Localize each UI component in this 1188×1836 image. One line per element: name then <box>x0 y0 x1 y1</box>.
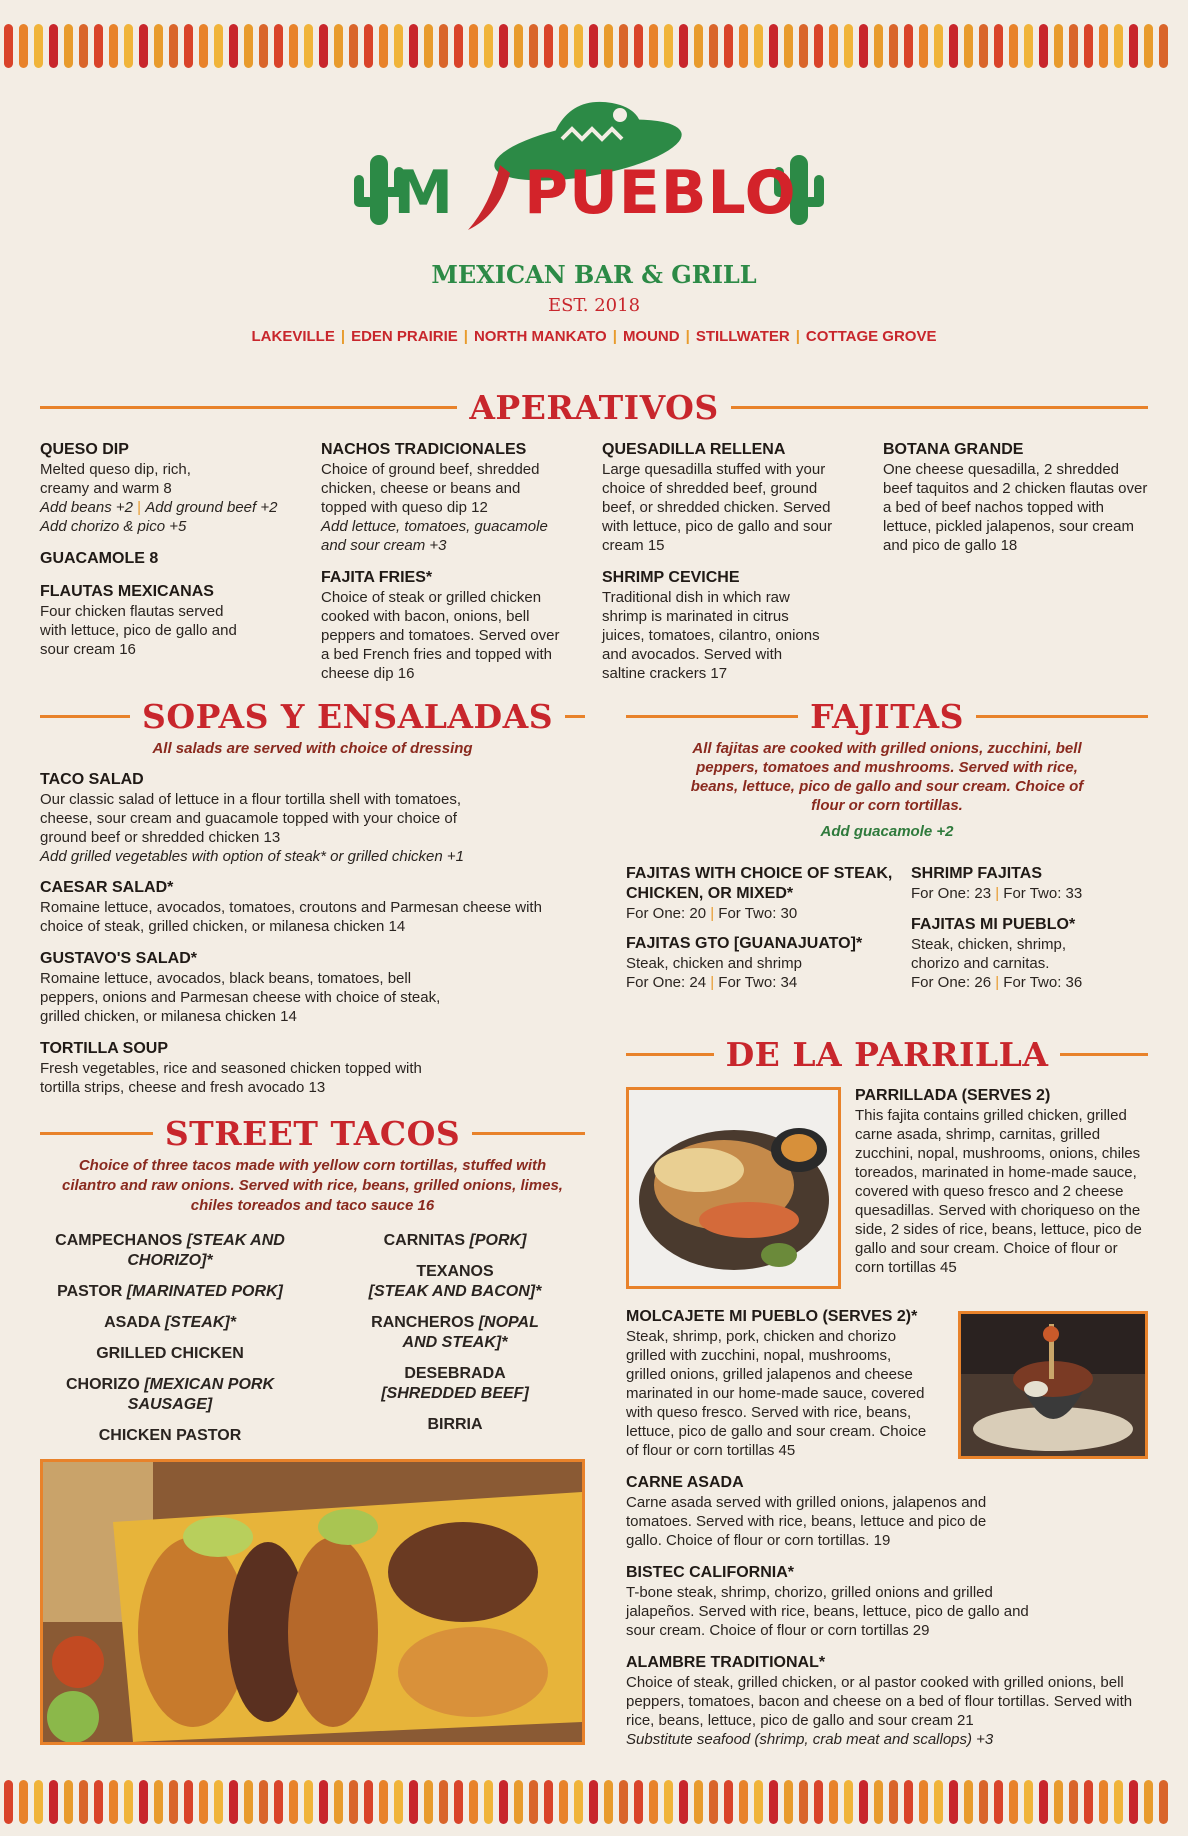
border-pill <box>454 1780 463 1824</box>
tacos-photo <box>40 1459 585 1745</box>
border-pill <box>664 1780 673 1824</box>
item-name: BOTANA GRANDE <box>883 441 1024 458</box>
border-pill <box>229 1780 238 1824</box>
item-desc: Choice of steak or grilled chicken cooked with bacon, onions, bell peppers and tomatoes. Served over a bed French fries and topped with cheese dip 16 <box>321 589 560 682</box>
price-two: For Two: 34 <box>718 974 798 991</box>
border-pill <box>1144 24 1153 68</box>
border-pill <box>604 24 613 68</box>
section-note: Choice of three tacos made with yellow corn tortillas, stuffed with cilantro and raw onions. Served with rice, beans, grilled onions, limes, chiles toreados and taco sauce 16 <box>62 1157 563 1214</box>
border-pill <box>184 24 193 68</box>
border-pill <box>244 24 253 68</box>
border-pill <box>1084 24 1093 68</box>
taco-chorizo: CHORIZO [MEXICAN PORK SAUSAGE] <box>65 1376 274 1413</box>
border-pill <box>1039 1780 1048 1824</box>
border-pill <box>454 24 463 68</box>
border-pill <box>259 24 268 68</box>
border-pill <box>304 1780 313 1824</box>
border-pill <box>619 1780 628 1824</box>
border-pill <box>349 24 358 68</box>
border-pill <box>139 1780 148 1824</box>
border-pill <box>64 1780 73 1824</box>
border-pill <box>1099 1780 1108 1824</box>
border-pill <box>739 1780 748 1824</box>
border-pill <box>319 24 328 68</box>
location-cottage-grove: COTTAGE GROVE <box>805 328 937 345</box>
item-name: NACHOS TRADICIONALES <box>321 441 527 458</box>
menu-item-taco-salad <box>40 770 560 866</box>
border-pill <box>874 24 883 68</box>
logo-subtitle: MEXICAN BAR & GRILL <box>431 260 757 289</box>
border-pill <box>199 1780 208 1824</box>
border-pill <box>649 24 658 68</box>
border-pill <box>49 24 58 68</box>
border-pill <box>829 1780 838 1824</box>
border-pill <box>619 24 628 68</box>
border-pill <box>439 1780 448 1824</box>
item-desc: Melted queso dip, rich, creamy and warm 8 <box>40 461 191 497</box>
border-pill <box>694 1780 703 1824</box>
menu-item-molcajete <box>626 1307 946 1460</box>
border-pill <box>889 24 898 68</box>
menu-item-parrillada <box>855 1086 1148 1277</box>
section-street-tacos <box>40 1114 585 1153</box>
item-desc: Traditional dish in which raw shrimp is marinated in citrus juices, tomatoes, cilantro, onions and avocados. Served with saltine crackers 17 <box>602 589 820 682</box>
border-pill <box>1099 24 1108 68</box>
border-pill <box>679 24 688 68</box>
border-pill <box>1114 24 1123 68</box>
border-pill <box>859 24 868 68</box>
molcajete-photo <box>958 1311 1148 1459</box>
border-pill <box>184 1780 193 1824</box>
border-pill <box>799 24 808 68</box>
border-pill <box>214 24 223 68</box>
border-pill <box>1069 24 1078 68</box>
item-addon: Add grilled vegetables with option of steak* or grilled chicken +1 <box>40 848 464 865</box>
taco-rancheros: RANCHEROS [NOPAL AND STEAK]* <box>371 1314 539 1351</box>
item-name: SHRIMP CEVICHE <box>602 569 740 586</box>
section-sopas <box>40 697 585 736</box>
menu-item-bistec <box>626 1563 1148 1640</box>
border-pill <box>364 1780 373 1824</box>
border-pill <box>1069 1780 1078 1824</box>
border-pill <box>694 24 703 68</box>
item-name: FAJITAS WITH CHOICE OF STEAK, CHICKEN, OR MIXED* <box>626 865 893 902</box>
border-pill <box>79 24 88 68</box>
border-pill <box>979 1780 988 1824</box>
border-pill <box>1144 1780 1153 1824</box>
border-pill <box>679 1780 688 1824</box>
border-pill <box>994 1780 1003 1824</box>
border-pill <box>1084 1780 1093 1824</box>
item-addon: Substitute seafood (shrimp, crab meat and scallops) +3 <box>626 1731 994 1748</box>
menu-item-gustavo <box>40 949 460 1026</box>
item-addon: Add chorizo & pico +5 <box>40 518 187 535</box>
border-pill <box>979 24 988 68</box>
item-desc: This fajita contains grilled chicken, grilled carne asada, shrimp, carnitas, grilled zucchini, nopal, mushrooms, onions, chiles toreados, marinated in home-made sauce, covered with queso fresco and 2 cheese quesadillas. Served with choriqueso on the side, 2 sides of rice, beans, lettuce, pico de gallo and sour cream. Choice of flour or corn tortillas 45 <box>855 1107 1142 1276</box>
item-addon: Add beans +2 <box>40 499 133 516</box>
price-one: For One: 23 <box>911 885 992 902</box>
section-title: STREET TACOS <box>164 1114 461 1153</box>
menu-item-carne-asada <box>626 1473 1148 1550</box>
location-north-mankato: NORTH MANKATO <box>473 328 607 345</box>
item-name: FAJITAS GTO [GUANAJUATO]* <box>626 935 863 952</box>
border-pill <box>769 24 778 68</box>
item-name: CARNE ASADA <box>626 1474 744 1491</box>
border-pill <box>664 24 673 68</box>
border-pill <box>124 24 133 68</box>
item-desc: Choice of ground beef, shredded chicken, cheese or beans and topped with queso dip 12 <box>321 461 540 516</box>
item-name: PARRILLADA (SERVES 2) <box>855 1087 1051 1104</box>
border-pill <box>34 1780 43 1824</box>
border-pill <box>604 1780 613 1824</box>
menu-item-fajitas-gto: FAJITAS GTO [GUANAJUATO]* Steak, chicken and shrimp For One: 24 | For Two: 34 <box>626 934 906 992</box>
menu-item-botana <box>883 440 1148 555</box>
border-pill <box>994 24 1003 68</box>
menu-item-flautas <box>40 582 250 659</box>
border-pill <box>334 1780 343 1824</box>
border-pill <box>109 1780 118 1824</box>
section-note-add: Add guacamole +2 <box>820 823 954 840</box>
menu-item-fajitas-mi-pueblo: FAJITAS MI PUEBLO* Steak, chicken, shrimp, chorizo and carnitas. For One: 26 | For Two: 36 <box>911 915 1111 992</box>
price-one: For One: 24 <box>626 974 707 991</box>
location-stillwater: STILLWATER <box>695 328 790 345</box>
taco-carnitas: CARNITAS [PORK] <box>383 1232 527 1249</box>
decorative-border-top <box>0 14 1188 78</box>
taco-chicken-pastor: CHICKEN PASTOR <box>98 1427 242 1444</box>
taco-asada: ASADA [STEAK]* <box>104 1314 236 1331</box>
item-name: ALAMBRE TRADITIONAL* <box>626 1654 826 1671</box>
menu-item-shrimp-fajitas: SHRIMP FAJITAS For One: 23 | For Two: 33 <box>911 864 1141 903</box>
menu-item-nachos <box>321 440 566 555</box>
border-pill <box>394 1780 403 1824</box>
border-pill <box>19 24 28 68</box>
border-pill <box>514 1780 523 1824</box>
border-pill <box>109 24 118 68</box>
border-pill <box>424 1780 433 1824</box>
taco-desebrada: DESEBRADA [SHREDDED BEEF] <box>381 1365 529 1402</box>
border-pill <box>289 1780 298 1824</box>
border-pill <box>169 24 178 68</box>
item-addon: Add lettuce, tomatoes, guacamole and sour cream +3 <box>321 518 548 554</box>
taco-grilled-chicken: GRILLED CHICKEN <box>96 1345 244 1362</box>
item-desc: T-bone steak, shrimp, chorizo, grilled onions and grilled jalapeños. Served with rice, beans, lettuce, pico de gallo and sour cream. Choice of flour or corn tortillas 29 <box>626 1584 1029 1639</box>
price-two: For Two: 33 <box>1003 885 1083 902</box>
menu-item-fajitas-choice: FAJITAS WITH CHOICE OF STEAK, CHICKEN, OR MIXED* For One: 20 | For Two: 30 <box>626 864 896 923</box>
item-name: MOLCAJETE MI PUEBLO (SERVES 2)* <box>626 1308 918 1325</box>
border-pill <box>34 24 43 68</box>
border-pill <box>934 24 943 68</box>
border-pill <box>589 24 598 68</box>
border-pill <box>814 24 823 68</box>
item-desc: Romaine lettuce, avocados, black beans, tomatoes, bell peppers, onions and Parmesan cheese with choice of steak, grilled chicken, or milanesa chicken 14 <box>40 970 441 1025</box>
border-pill <box>499 1780 508 1824</box>
section-parrilla <box>626 1035 1148 1074</box>
item-desc: Carne asada served with grilled onions, jalapenos and tomatoes. Served with rice, beans, lettuce and pico de gallo. Choice of flour or corn tortillas. 19 <box>626 1494 987 1549</box>
border-pill <box>409 24 418 68</box>
border-pill <box>349 1780 358 1824</box>
border-pill <box>4 1780 13 1824</box>
border-pill <box>544 1780 553 1824</box>
menu-item-alambre <box>626 1653 1148 1749</box>
border-pill <box>1159 24 1168 68</box>
border-pill <box>289 24 298 68</box>
item-desc: Steak, shrimp, pork, chicken and chorizo grilled with zucchini, nopal, mushrooms, grilled onions, grilled jalapenos and cheese marinated in our home-made sauce, covered with queso fresco. Served with rice, beans, lettuce, pico de gallo and sour cream. Choice of flour or corn tortillas 45 <box>626 1328 927 1459</box>
border-pill <box>1159 1780 1168 1824</box>
border-pill <box>79 1780 88 1824</box>
menu-item-caesar <box>40 878 560 936</box>
border-pill <box>814 1780 823 1824</box>
item-desc: Four chicken flautas served with lettuce, pico de gallo and sour cream 16 <box>40 603 237 658</box>
section-fajitas <box>626 697 1148 736</box>
border-pill <box>649 1780 658 1824</box>
parrillada-photo <box>626 1087 841 1289</box>
taco-campechanos: CAMPECHANOS [STEAK AND CHORIZO]* <box>55 1232 285 1269</box>
border-pill <box>1129 24 1138 68</box>
border-pill <box>709 24 718 68</box>
border-pill <box>844 1780 853 1824</box>
border-pill <box>529 24 538 68</box>
item-name: GUACAMOLE 8 <box>40 550 159 567</box>
taco-pastor: PASTOR [MARINATED PORK] <box>57 1283 283 1300</box>
border-pill <box>544 24 553 68</box>
border-pill <box>364 24 373 68</box>
border-pill <box>559 24 568 68</box>
menu-item-tortilla-soup <box>40 1039 460 1097</box>
border-pill <box>1024 1780 1033 1824</box>
border-pill <box>964 1780 973 1824</box>
border-pill <box>214 1780 223 1824</box>
item-name: TORTILLA SOUP <box>40 1040 168 1057</box>
location-eden-prairie: EDEN PRAIRIE <box>351 328 458 345</box>
border-pill <box>784 1780 793 1824</box>
item-desc: Our classic salad of lettuce in a flour tortilla shell with tomatoes, cheese, sour cream and guacamole topped with your choice of ground beef or shredded chicken 13 <box>40 791 462 846</box>
border-pill <box>589 1780 598 1824</box>
decorative-border-bottom <box>0 1770 1188 1834</box>
section-title: APERATIVOS <box>469 388 719 427</box>
tacos-list-left <box>40 1231 300 1457</box>
border-pill <box>724 24 733 68</box>
border-pill <box>904 24 913 68</box>
border-pill <box>94 24 103 68</box>
border-pill <box>1039 24 1048 68</box>
section-aperativos <box>40 388 1148 427</box>
border-pill <box>199 24 208 68</box>
price-one: For One: 26 <box>911 974 992 991</box>
border-pill <box>49 1780 58 1824</box>
item-addon: Add ground beef +2 <box>145 499 278 516</box>
border-pill <box>949 24 958 68</box>
section-title: FAJITAS <box>810 697 964 736</box>
border-pill <box>754 24 763 68</box>
item-name: FAJITAS MI PUEBLO* <box>911 916 1076 933</box>
border-pill <box>424 24 433 68</box>
established-year: EST. 2018 <box>547 295 641 316</box>
border-pill <box>319 1780 328 1824</box>
menu-item-ceviche <box>602 568 827 683</box>
section-title: DE LA PARRILLA <box>725 1035 1049 1074</box>
border-pill <box>229 24 238 68</box>
border-pill <box>964 24 973 68</box>
border-pill <box>709 1780 718 1824</box>
border-pill <box>64 24 73 68</box>
section-note: All salads are served with choice of dressing <box>152 740 473 757</box>
item-name: SHRIMP FAJITAS <box>911 865 1042 882</box>
border-pill <box>379 24 388 68</box>
border-pill <box>94 1780 103 1824</box>
border-pill <box>334 24 343 68</box>
border-pill <box>1009 24 1018 68</box>
border-pill <box>904 1780 913 1824</box>
border-pill <box>874 1780 883 1824</box>
border-pill <box>1009 1780 1018 1824</box>
price-two: For Two: 30 <box>718 905 798 922</box>
border-pill <box>439 24 448 68</box>
item-name: QUESO DIP <box>40 441 129 458</box>
logo-text: M PUEBLO <box>393 158 797 228</box>
border-pill <box>124 1780 133 1824</box>
item-name: BISTEC CALIFORNIA* <box>626 1564 794 1581</box>
border-pill <box>1054 1780 1063 1824</box>
menu-item-quesadilla <box>602 440 852 555</box>
border-pill <box>724 1780 733 1824</box>
price-two: For Two: 36 <box>1003 974 1083 991</box>
border-pill <box>469 1780 478 1824</box>
border-pill <box>919 1780 928 1824</box>
tacos-list-right <box>345 1231 565 1446</box>
border-pill <box>469 24 478 68</box>
item-name: FAJITA FRIES* <box>321 569 433 586</box>
border-pill <box>19 1780 28 1824</box>
border-pill <box>409 1780 418 1824</box>
border-pill <box>634 24 643 68</box>
menu-item-queso-dip: QUESO DIP Melted queso dip, rich, creamy and warm 8 Add beans +2 | Add ground beef +2 Add chorizo & pico +5 <box>40 440 290 536</box>
item-name: CAESAR SALAD* <box>40 879 174 896</box>
taco-texanos: TEXANOS [STEAK AND BACON]* <box>368 1263 542 1300</box>
border-pill <box>244 1780 253 1824</box>
item-desc: One cheese quesadilla, 2 shredded beef taquitos and 2 chicken flautas over a bed of beef nachos topped with lettuce, pickled jalapenos, sour cream and pico de gallo 18 <box>883 461 1148 554</box>
border-pill <box>1114 1780 1123 1824</box>
item-desc: Large quesadilla stuffed with your choice of shredded beef, ground beef, or shredded chicken. Served with lettuce, pico de gallo and sour cream 15 <box>602 461 833 554</box>
border-pill <box>394 24 403 68</box>
border-pill <box>484 1780 493 1824</box>
border-pill <box>139 24 148 68</box>
section-title: SOPAS Y ENSALADAS <box>142 697 554 736</box>
item-desc: Romaine lettuce, avocados, tomatoes, croutons and Parmesan cheese with choice of steak, grilled chicken, or milanesa chicken 14 <box>40 899 542 935</box>
item-name: TACO SALAD <box>40 771 144 788</box>
border-pill <box>529 1780 538 1824</box>
item-desc: Steak, chicken and shrimp <box>626 955 802 972</box>
border-pill <box>829 24 838 68</box>
item-desc: Steak, chicken, shrimp, chorizo and carnitas. <box>911 936 1067 972</box>
border-pill <box>274 1780 283 1824</box>
item-name: FLAUTAS MEXICANAS <box>40 583 214 600</box>
item-name: QUESADILLA RELLENA <box>602 441 786 458</box>
border-pill <box>154 24 163 68</box>
border-pill <box>559 1780 568 1824</box>
border-pill <box>274 24 283 68</box>
border-pill <box>919 24 928 68</box>
price-one: For One: 20 <box>626 905 707 922</box>
border-pill <box>784 24 793 68</box>
menu-item-fajita-fries <box>321 568 566 683</box>
location-lakeville: LAKEVILLE <box>251 328 335 345</box>
border-pill <box>154 1780 163 1824</box>
item-desc: Choice of steak, grilled chicken, or al pastor cooked with grilled onions, bell peppers, tomatoes, bacon and cheese on a bed of flour tortillas. Served with rice, beans, lettuce, pico de gallo and sour cream 21 <box>626 1674 1133 1729</box>
border-pill <box>4 24 13 68</box>
item-name: GUSTAVO'S SALAD* <box>40 950 197 967</box>
border-pill <box>1129 1780 1138 1824</box>
border-pill <box>769 1780 778 1824</box>
border-pill <box>1024 24 1033 68</box>
border-pill <box>304 24 313 68</box>
menu-item-guacamole <box>40 549 290 569</box>
border-pill <box>754 1780 763 1824</box>
border-pill <box>634 1780 643 1824</box>
border-pill <box>949 1780 958 1824</box>
border-pill <box>574 24 583 68</box>
border-pill <box>379 1780 388 1824</box>
border-pill <box>1054 24 1063 68</box>
border-pill <box>739 24 748 68</box>
border-pill <box>799 1780 808 1824</box>
section-note: All fajitas are cooked with grilled onions, zucchini, bell peppers, tomatoes and mushrooms. Served with rice, beans, lettuce, pico de gallo and sour cream. Choice of flour or corn tortillas. <box>690 740 1084 814</box>
border-pill <box>889 1780 898 1824</box>
border-pill <box>844 24 853 68</box>
border-pill <box>259 1780 268 1824</box>
locations-list: LAKEVILLE | EDEN PRAIRIE | NORTH MANKATO | MOUND | STILLWATER | COTTAGE GROVE <box>251 328 937 345</box>
border-pill <box>574 1780 583 1824</box>
item-desc: Fresh vegetables, rice and seasoned chicken topped with tortilla strips, cheese and fresh avocado 13 <box>40 1060 422 1096</box>
border-pill <box>934 1780 943 1824</box>
border-pill <box>514 24 523 68</box>
taco-birria: BIRRIA <box>427 1416 483 1433</box>
border-pill <box>859 1780 868 1824</box>
border-pill <box>499 24 508 68</box>
location-mound: MOUND <box>622 328 680 345</box>
border-pill <box>484 24 493 68</box>
border-pill <box>169 1780 178 1824</box>
